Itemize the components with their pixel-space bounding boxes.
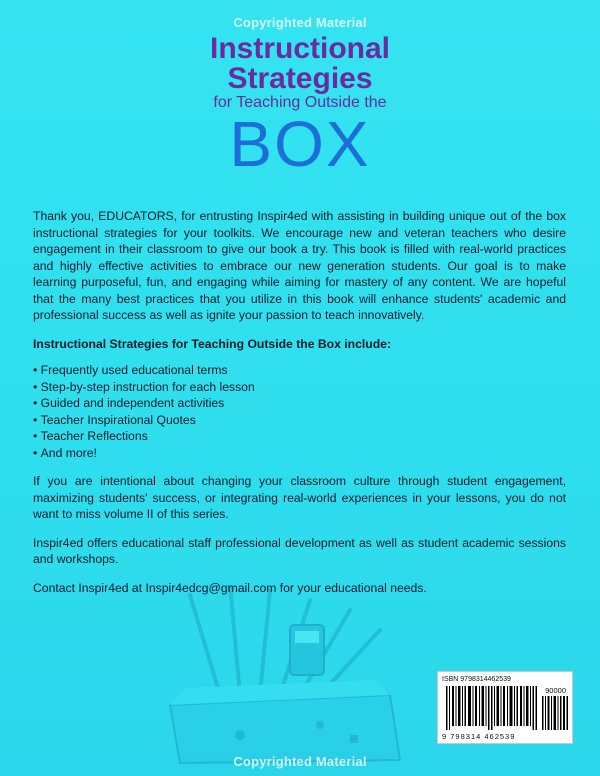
title-line-1: Instructional [209, 32, 390, 65]
contact-paragraph: Contact Inspir4ed at Inspir4edcg@gmail.com for your educational needs. [33, 580, 427, 595]
list-item: • Guided and independent activities [33, 395, 566, 412]
title-box-word: BOX [229, 108, 371, 180]
isbn-barcode [437, 671, 573, 744]
isbn-digits: 9 798314 462539 [442, 732, 516, 741]
list-item: • And more! [33, 445, 566, 462]
includes-heading: Instructional Strategies for Teaching Outside the Box include: [33, 336, 392, 351]
barcode-bars-icon [446, 686, 538, 730]
price-barcode-bars-icon [542, 696, 568, 730]
title-line-2: Strategies [227, 62, 373, 95]
includes-list [33, 362, 566, 461]
services-paragraph: Inspir4ed offers educational staff professional development as well as student academic sessions and workshops. [33, 535, 566, 566]
watermark-top: Copyrighted Material [233, 15, 367, 30]
series-paragraph: If you are intentional about changing your classroom culture through student engagement, maximizing students' success, or integrating real-world experiences in your lessons, you do not want to miss volume II of this series. [33, 474, 566, 521]
list-item: • Teacher Inspirational Quotes [33, 412, 566, 429]
back-cover-text [33, 208, 566, 608]
list-item: • Step-by-step instruction for each lesson [33, 379, 566, 396]
intro-paragraph: Thank you, EDUCATORS, for entrusting Inspir4ed with assisting in building unique out of the box instructional strategies for your toolkits. We encourage new and veteran teachers who desire engagement in their classroom to give our book a try. This book is filled with real-world practices and highly effective activities to embrace our new generation students. Our goal is to make learning purposeful, fun, and engaging while aiming for mastery of any content. We are hopeful that the many best practices that you utilize in this book will enhance students' academic and professional success as well as ignite your passion to teach innovatively. [33, 209, 566, 322]
watermark-bottom: Copyrighted Material [233, 754, 367, 769]
price-code: 90000 [545, 686, 566, 695]
title-line-3: for Teaching Outside the [213, 94, 387, 111]
isbn-label: ISBN 9798314462539 [442, 676, 511, 683]
list-item: • Teacher Reflections [33, 428, 566, 445]
list-item: • Frequently used educational terms [33, 362, 566, 379]
box-illustration-icon [150, 585, 410, 765]
